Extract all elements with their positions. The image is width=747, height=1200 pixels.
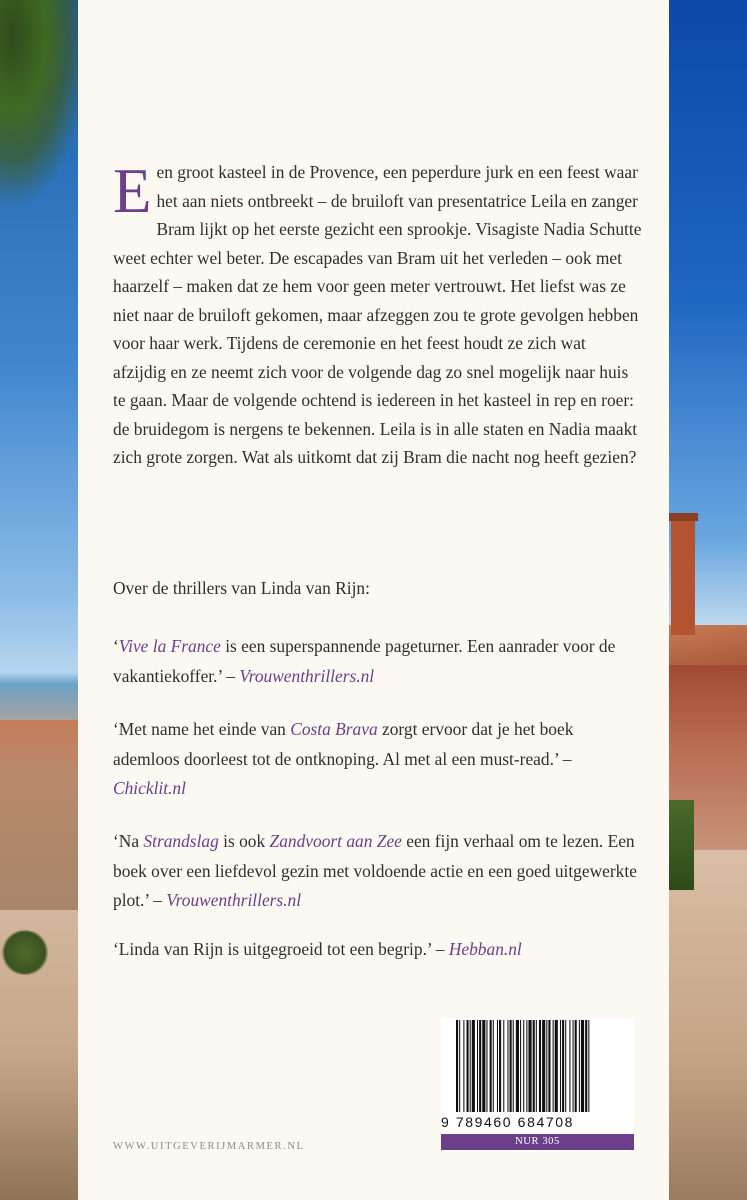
barcode-bar: [573, 1020, 574, 1112]
barcode-bar: [479, 1020, 481, 1112]
barcode-bar: [499, 1020, 501, 1112]
quote-text: ‘Na: [113, 831, 144, 851]
barcode-bar: [516, 1020, 519, 1112]
publisher-website: WWW.UITGEVERIJMARMER.NL: [113, 1141, 305, 1152]
barcode-bar: [539, 1020, 541, 1112]
barcode-bar: [477, 1020, 478, 1112]
barcode-bar: [585, 1020, 587, 1112]
barcode-bar: [548, 1020, 550, 1112]
chimney: [671, 515, 695, 635]
review-quote: [113, 935, 643, 965]
barcode-bar: [467, 1020, 469, 1112]
barcode-bar: [510, 1020, 512, 1112]
quote-source: Chicklit.nl: [113, 778, 186, 798]
quote-text: ‘Linda van Rijn is uitgegroeid tot een begrip.’ –: [113, 939, 449, 959]
quote-source: Hebban.nl: [448, 939, 522, 959]
reviews-heading: Over de thrillers van Linda van Rijn:: [113, 578, 370, 598]
barcode-bar: [463, 1020, 464, 1112]
barcode-bar: [565, 1020, 566, 1112]
barcode-bar: [536, 1020, 537, 1112]
plant: [669, 800, 694, 890]
tree-leaves: [0, 0, 78, 210]
barcode-bar: [456, 1020, 458, 1112]
barcode-bar: [588, 1020, 589, 1112]
review-quote: [113, 827, 643, 916]
barcode-bar: [493, 1020, 494, 1112]
drop-cap: E: [113, 156, 152, 226]
barcode-bar: [581, 1020, 584, 1112]
barcode-bar: [520, 1020, 521, 1112]
barcode-bar: [503, 1020, 504, 1112]
right-ground: [669, 850, 747, 1200]
review-quote: [113, 715, 643, 804]
quote-text: is een superspannende pageturner. Een aanrader voor de vakantiekoffer.’ –: [113, 636, 616, 686]
barcode-bar: [482, 1020, 485, 1112]
barcode-bar: [472, 1020, 475, 1112]
quote-text: ‘: [113, 636, 119, 656]
left-scenery: [0, 0, 78, 1200]
book-blurb: [113, 158, 643, 472]
quote-text: ‘Met name het einde van: [113, 719, 291, 739]
barcode-bar: [562, 1020, 564, 1112]
quote-book-title: Strandslag: [143, 831, 219, 851]
quote-source: Vrouwenthrillers.nl: [239, 665, 375, 686]
barcode-bar: [486, 1020, 487, 1112]
quote-book-title: Vive la France: [118, 636, 221, 656]
barcode-bar: [526, 1020, 527, 1112]
nur-label: NUR 305: [441, 1134, 634, 1150]
barcode-bar: [546, 1020, 547, 1112]
quote-source: Vrouwenthrillers.nl: [166, 890, 302, 910]
quote-text: is ook: [218, 831, 270, 851]
quote-text: zorgt ervoor dat je het boek ademloos doorleest tot de ontknoping. Al met al een must-read.’ –: [113, 719, 574, 769]
barcode-bar: [542, 1020, 545, 1112]
isbn-barcode: [456, 1020, 634, 1112]
barcode-bar: [560, 1020, 561, 1112]
barcode-bar: [497, 1020, 498, 1112]
quote-text: een fijn verhaal om te lezen. Een boek over een liefdevol gezin met voldoende actie en een goed uitgewerkte plot.’ –: [113, 831, 637, 910]
barcode-bar: [553, 1020, 554, 1112]
review-quote: [113, 632, 643, 691]
bush: [0, 930, 50, 975]
barcode-bar: [555, 1020, 558, 1112]
blurb-text: en groot kasteel in de Provence, een peperdure jurk en een feest waar het aan niets ontbreekt – de bruiloft van presentatrice Leila en zanger Bram lijkt op het eerste gezicht een sprookje. Visagiste Nadia Schutte weet echter wel beter. De escapades van Bram uit het verleden – ook met haarzelf – maken dat ze hem voor geen meter vertrouwt. Het liefst was ze niet naar de bruiloft gekomen, maar afzeggen zou te grote gevolgen hebben voor haar werk. Tijdens de ceremonie en het feest houdt ze zich wat afzijdig en ze neemt zich voor de volgende dag zo snel mogelijk naar huis te gaan. Maar de volgende ochtend is iedereen in het kasteel in rep en roer: de bruidegom is nergens te bekennen. Leila is in alle staten en Nadia maakt zich grote zorgen. Wat als uitkomt dat zij Bram die nacht nog heeft gezien?: [113, 162, 642, 468]
barcode-bar: [470, 1020, 471, 1112]
barcode-bar: [513, 1020, 514, 1112]
quote-book-title: Costa Brava: [290, 719, 378, 739]
barcode-bar: [490, 1020, 492, 1112]
barcode-bar: [575, 1020, 577, 1112]
barcode-bar: [459, 1020, 460, 1112]
barcode-bar: [533, 1020, 535, 1112]
barcode-bar: [528, 1020, 531, 1112]
isbn-number: 9 789460 684708: [441, 1114, 574, 1130]
barcode-bar: [579, 1020, 580, 1112]
barcode-bar: [507, 1020, 508, 1112]
barcode-bar: [523, 1020, 524, 1112]
chimney-cap: [668, 513, 698, 521]
barcode-bar: [569, 1020, 570, 1112]
quote-book-title: Zandvoort aan Zee: [269, 831, 402, 851]
stone-wall: [0, 720, 78, 910]
